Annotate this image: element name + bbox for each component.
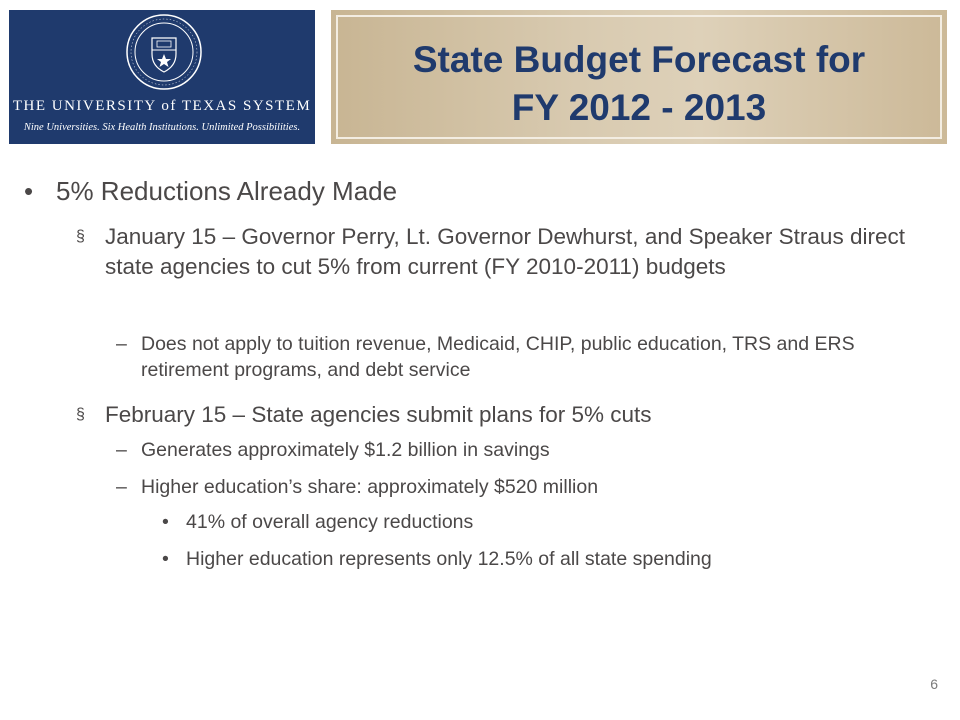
slide-title-line-1: State Budget Forecast for (412, 39, 866, 80)
university-tagline: Nine Universities. Six Health Institutions. Unlimited Possibilities. (23, 122, 301, 133)
bullet-text: Higher education represents only 12.5% of all state spending (186, 548, 712, 570)
bullet-text: Higher education’s share: approximately $520 million (141, 476, 599, 498)
slide-title-line-2: FY 2012 - 2013 (511, 87, 767, 128)
title-panel (331, 10, 947, 144)
bullet-marker: § (76, 406, 85, 423)
page-number: 6 (930, 676, 938, 692)
bullet-marker: – (116, 439, 127, 461)
bullet-marker: § (76, 228, 85, 245)
university-logo-panel (9, 10, 315, 144)
bullet-marker: – (116, 476, 127, 498)
bullet-text: Does not apply to tuition revenue, Medicaid, CHIP, public education, TRS and ERS retirement programs, and debt service (141, 333, 855, 381)
bullet-marker: • (24, 176, 34, 206)
bullet-text: February 15 – State agencies submit plans for 5% cuts (105, 402, 652, 427)
bullet-text: 41% of overall agency reductions (186, 511, 474, 533)
bullet-marker: • (162, 548, 169, 570)
bullet-marker: • (162, 511, 169, 533)
university-seal-icon (124, 12, 204, 92)
slide-title (331, 36, 947, 132)
bullet-text: January 15 – Governor Perry, Lt. Governor Dewhurst, and Speaker Straus direct state agencies to cut 5% from current (FY 2010-2011) budgets (105, 224, 905, 279)
bullet-marker: – (116, 333, 127, 355)
university-wordmark: THE UNIVERSITY of TEXAS SYSTEM (12, 98, 312, 114)
bullet-text: Generates approximately $1.2 billion in savings (141, 439, 550, 461)
bullet-text: 5% Reductions Already Made (56, 176, 398, 206)
